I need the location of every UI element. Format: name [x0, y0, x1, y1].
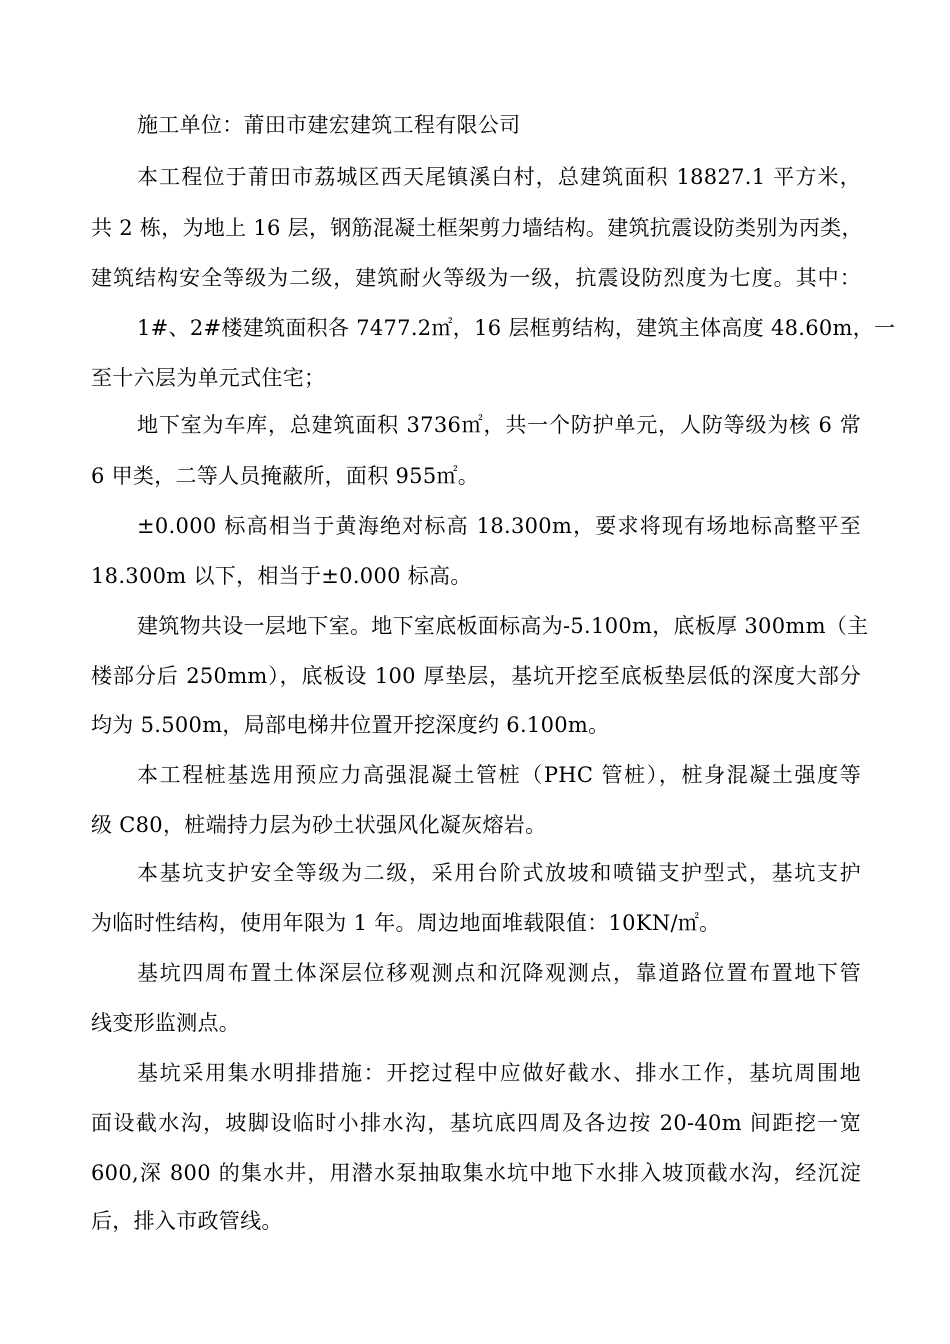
paragraph-line: 6 甲类，二等人员掩蔽所，面积 955㎡。 [91, 464, 480, 488]
paragraph-line: 至十六层为单元式住宅； [91, 366, 326, 390]
paragraph-line: 级 C80，桩端持力层为砂土状强风化凝灰熔岩。 [91, 813, 547, 837]
paragraph-line: 基坑采用集水明排措施：开挖过程中应做好截水、排水工作，基坑周围地 [137, 1061, 861, 1085]
paragraph-line: 本工程位于莆田市荔城区西天尾镇溪白村，总建筑面积 18827.1 平方米， [137, 165, 861, 189]
paragraph-line: 楼部分后 250mm），底板设 100 厚垫层，基坑开挖至底板垫层低的深度大部分 [91, 664, 861, 688]
paragraph-line: 地下室为车库，总建筑面积 3736㎡，共一个防护单元，人防等级为核 6 常 [137, 413, 861, 437]
paragraph-line: 1#、2#楼建筑面积各 7477.2㎡，16 层框剪结构，建筑主体高度 48.60m，一 [137, 316, 896, 340]
paragraph-line: 本基坑支护安全等级为二级，采用台阶式放坡和喷锚支护型式，基坑支护 [137, 861, 861, 885]
paragraph-line: 后，排入市政管线。 [91, 1209, 283, 1233]
paragraph-line: 600,深 800 的集水井，用潜水泵抽取集水坑中地下水排入坡顶截水沟，经沉淀 [91, 1161, 861, 1185]
paragraph-line: ±0.000 标高相当于黄海绝对标高 18.300m，要求将现有场地标高整平至 [137, 514, 861, 538]
paragraph-line: 共 2 栋，为地上 16 层，钢筋混凝土框架剪力墙结构。建筑抗震设防类别为丙类， [91, 216, 863, 240]
paragraph-line: 线变形监测点。 [91, 1011, 241, 1035]
paragraph-line: 本工程桩基选用预应力高强混凝土管桩（PHC 管桩），桩身混凝土强度等 [137, 763, 861, 787]
paragraph-line: 为临时性结构，使用年限为 1 年。周边地面堆载限值：10KN/㎡。 [91, 911, 721, 935]
paragraph-line: 均为 5.500m，局部电梯井位置开挖深度约 6.100m。 [91, 713, 610, 737]
paragraph-line: 基坑四周布置土体深层位移观测点和沉降观测点，靠道路位置布置地下管 [137, 961, 861, 985]
paragraph-line: 面设截水沟，坡脚设临时小排水沟，基坑底四周及各边按 20-40m 间距挖一宽 [91, 1111, 861, 1135]
paragraph-line: 建筑物共设一层地下室。地下室底板面标高为-5.100m，底板厚 300mm（主 [137, 614, 869, 638]
paragraph-line: 建筑结构安全等级为二级，建筑耐火等级为一级，抗震设防烈度为七度。其中： [91, 266, 861, 290]
construction-unit-line: 施工单位：莆田市建宏建筑工程有限公司 [137, 113, 521, 137]
paragraph-line: 18.300m 以下，相当于±0.000 标高。 [91, 564, 472, 588]
